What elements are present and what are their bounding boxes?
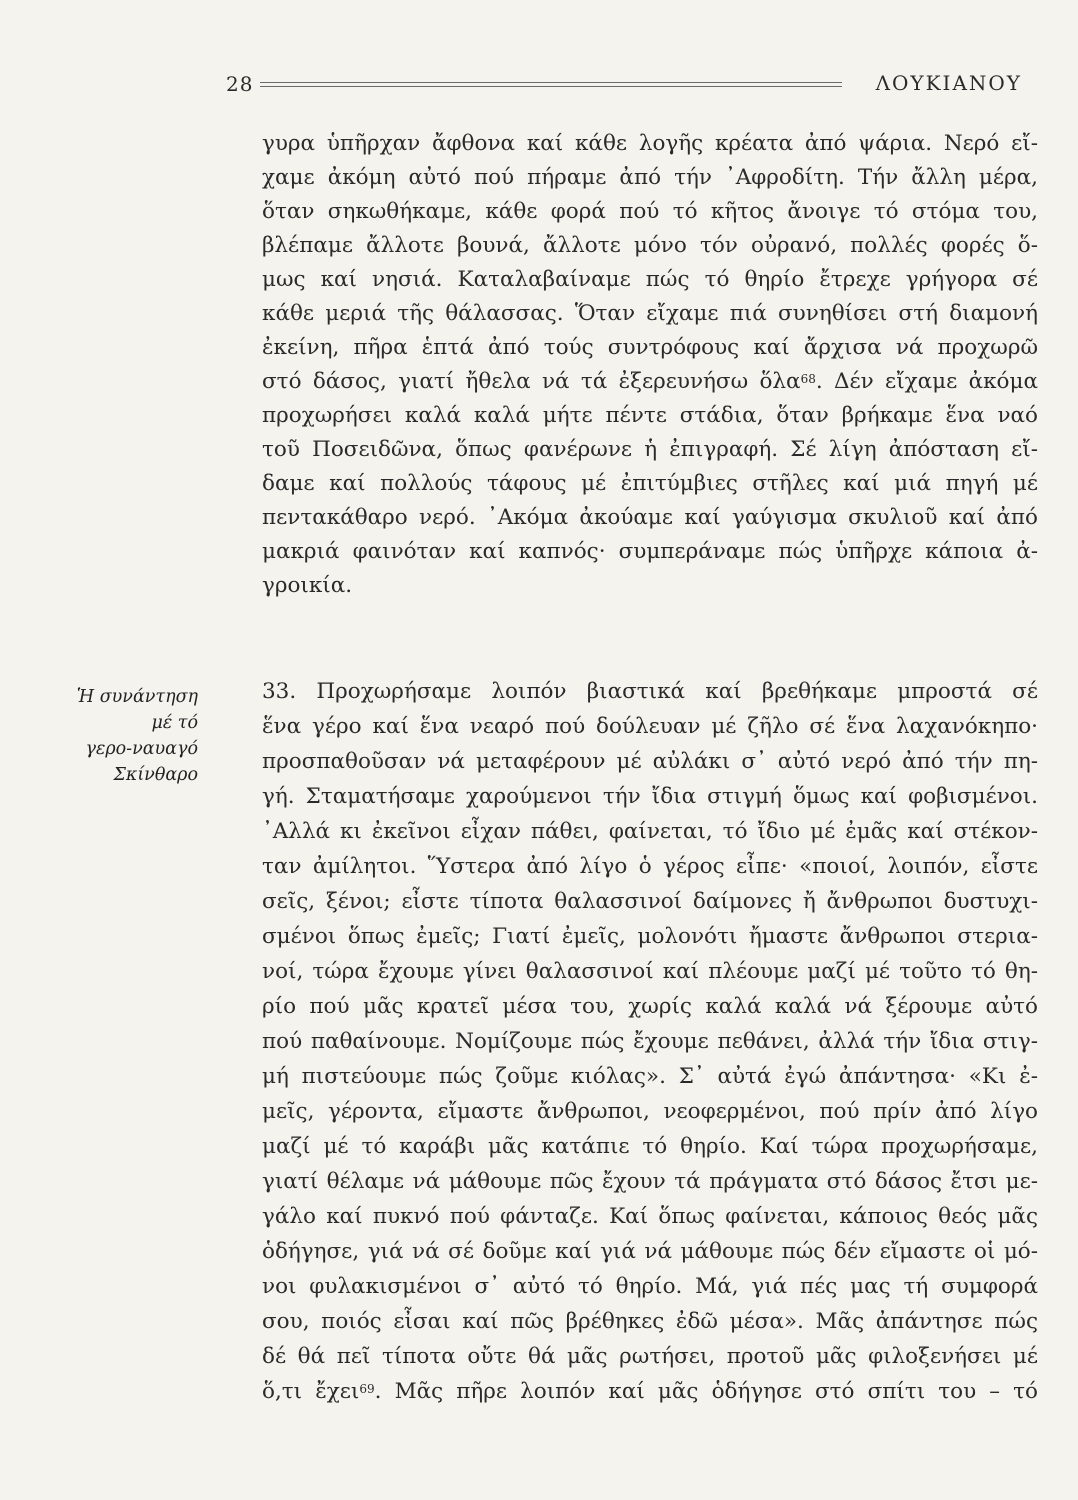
text-line: χαμε ἀκόμη αὐτό πού πήραμε ἀπό τήν ᾿Αφροδίτη. Τήν ἄλλη μέρα,: [262, 165, 1038, 190]
text-line: γροικία.: [262, 573, 353, 598]
text-line: δαμε καί πολλούς τάφους μέ ἐπιτύμβιες στῆλες καί μιά πηγή μέ: [262, 471, 1038, 496]
running-header: [226, 72, 1022, 100]
text-line: μως καί νησιά. Καταλαβαίναμε πώς τό θηρίο ἔτρεχε γρήγορα σέ: [262, 267, 1038, 292]
text-line: ἐκείνη, πῆρα ἑπτά ἀπό τούς συντρόφους καί ἄρχισα νά προχωρῶ: [262, 335, 1038, 360]
text-segment: . Δέν εἴχαμε ἀκόμα: [815, 369, 1038, 394]
header-rule: [260, 86, 842, 87]
text-line: μή πιστεύουμε πώς ζοῦμε κιόλας». Σ᾿ αὐτά ἐγώ ἀπάντησα· «Κι ἐ-: [262, 1064, 1038, 1089]
text-line: προσπαθοῦσαν νά μεταφέρουν μέ αὐλάκι σ᾿ αὐτό νερό ἀπό τήν πη-: [262, 749, 1038, 774]
text-line: ᾿Αλλά κι ἐκεῖνοι εἶχαν πάθει, φαίνεται, τό ἴδιο μέ ἐμᾶς καί στέκον-: [262, 819, 1038, 844]
margin-note-line: Σκίνθαρο: [113, 765, 198, 785]
page-number: 28: [226, 72, 254, 96]
text-line: νοί, τώρα ἔχουμε γίνει θαλασσινοί καί πλέουμε μαζί μέ τοῦτο τό θη-: [262, 959, 1038, 984]
text-line: ταν ἀμίλητοι. Ὕστερα ἀπό λίγο ὁ γέρος εἶπε· «ποιοί, λοιπόν, εἶστε: [262, 854, 1038, 879]
text-line: γάλο καί πυκνό πού φάνταζε. Καί ὅπως φαίνεται, κάποιος θεός μᾶς: [262, 1204, 1038, 1229]
header-rule: [260, 82, 842, 83]
margin-note-line: Ἡ συνάντηση: [76, 687, 198, 707]
text-line: νοι φυλακισμένοι σ᾿ αὐτό τό θηρίο. Μά, γιά πές μας τή συμφορά: [262, 1274, 1038, 1299]
footnote-ref: 69: [359, 1382, 375, 1396]
text-segment: Μᾶς πῆρε λοιπόν καί μᾶς ὁδήγησε στό σπίτι του – τό: [394, 1379, 1038, 1404]
text-line: μακριά φαινόταν καί καπνός· συμπεράναμε πώς ὑπῆρχε κάποια ἀ-: [262, 539, 1038, 564]
running-title: ΛΟΥΚΙΑΝΟΥ: [875, 71, 1022, 95]
text-line: ὅ,τι ἔχει$^{69}$. Μᾶς πῆρε λοιπόν καί μᾶς ὁδήγησε στό σπίτι του – τό: [262, 1379, 1038, 1404]
text-line: σμένοι ὅπως ἐμεῖς; Γιατί ἐμεῖς, μολονότι ἤμαστε ἄνθρωποι στερια-: [262, 924, 1038, 949]
text-line: γυρα ὑπῆρχαν ἄφθονα καί κάθε λογῆς κρέατα ἀπό ψάρια. Νερό εἴ-: [262, 131, 1038, 156]
margin-note: [40, 684, 198, 788]
text-line: [262, 366, 1038, 398]
margin-note-line: μέ τό: [151, 713, 198, 733]
margin-note-line: γερο-ναυαγό: [85, 739, 198, 759]
text-line: ἕνα γέρο καί ἕνα νεαρό πού δούλευαν μέ ζῆλο σέ ἕνα λαχανόκηπο·: [262, 714, 1038, 739]
text-line: γή. Σταματήσαμε χαρούμενοι τήν ἴδια στιγμή ὅμως καί φοβισμένοι.: [262, 784, 1038, 809]
text-line: πού παθαίνουμε. Νομίζουμε πώς ἔχουμε πεθάνει, ἀλλά τήν ἴδια στιγ-: [262, 1029, 1038, 1054]
text-line: σου, ποιός εἶσαι καί πῶς βρέθηκες ἐδῶ μέσα». Μᾶς ἀπάντησε πώς: [262, 1309, 1038, 1334]
text-line: 33. Προχωρήσαμε λοιπόν βιαστικά καί βρεθήκαμε μπροστά σέ: [262, 679, 1038, 704]
text-line: ὅταν σηκωθήκαμε, κάθε φορά πού τό κῆτος ἄνοιγε τό στόμα του,: [262, 199, 1038, 224]
text-line: δέ θά πεῖ τίποτα οὔτε θά μᾶς ρωτήσει, προτοῦ μᾶς φιλοξενήσει μέ: [262, 1344, 1038, 1369]
text-line: βλέπαμε ἄλλοτε βουνά, ἄλλοτε μόνο τόν οὐρανό, πολλές φορές ὅ-: [262, 233, 1038, 258]
text-line: τοῦ Ποσειδῶνα, ὅπως φανέρωνε ἡ ἐπιγραφή. Σέ λίγη ἀπόσταση εἴ-: [262, 437, 1038, 462]
text-line: προχωρήσει καλά καλά μήτε πέντε στάδια, ὅταν βρήκαμε ἕνα ναό: [262, 403, 1038, 428]
text-line: ὁδήγησε, γιά νά σέ δοῦμε καί γιά νά μάθουμε πώς δέν εἴμαστε οἱ μό-: [262, 1239, 1038, 1264]
text-segment: στό δάσος, γιατί ἤθελα νά τά ἐξερευνήσω ὅλα: [262, 369, 801, 394]
text-line: ρίο πού μᾶς κρατεῖ μέσα του, χωρίς καλά καλά νά ξέρουμε αὐτό: [262, 994, 1038, 1019]
text-line: γιατί θέλαμε νά μάθουμε πῶς ἔχουν τά πράγματα στό δάσος ἔτσι με-: [262, 1169, 1038, 1194]
text-line: μεῖς, γέροντα, εἴμαστε ἄνθρωποι, νεοφερμένοι, πού πρίν ἀπό λίγο: [262, 1099, 1038, 1124]
text-line: πεντακάθαρο νερό. ᾿Ακόμα ἀκούαμε καί γαύγισμα σκυλιοῦ καί ἀπό: [262, 505, 1038, 530]
footnote-ref: 68: [800, 372, 816, 386]
text-segment: ὅ,τι ἔχει: [262, 1379, 360, 1404]
text-line: σεῖς, ξένοι; εἶστε τίποτα θαλασσινοί δαίμονες ἤ ἄνθρωποι δυστυχι-: [262, 889, 1038, 914]
text-line: κάθε μεριά τῆς θάλασσας. Ὅταν εἴχαμε πιά συνηθίσει στή διαμονή: [262, 301, 1038, 326]
text-line: μαζί μέ τό καράβι μᾶς κατάπιε τό θηρίο. Καί τώρα προχωρήσαμε,: [262, 1134, 1038, 1159]
